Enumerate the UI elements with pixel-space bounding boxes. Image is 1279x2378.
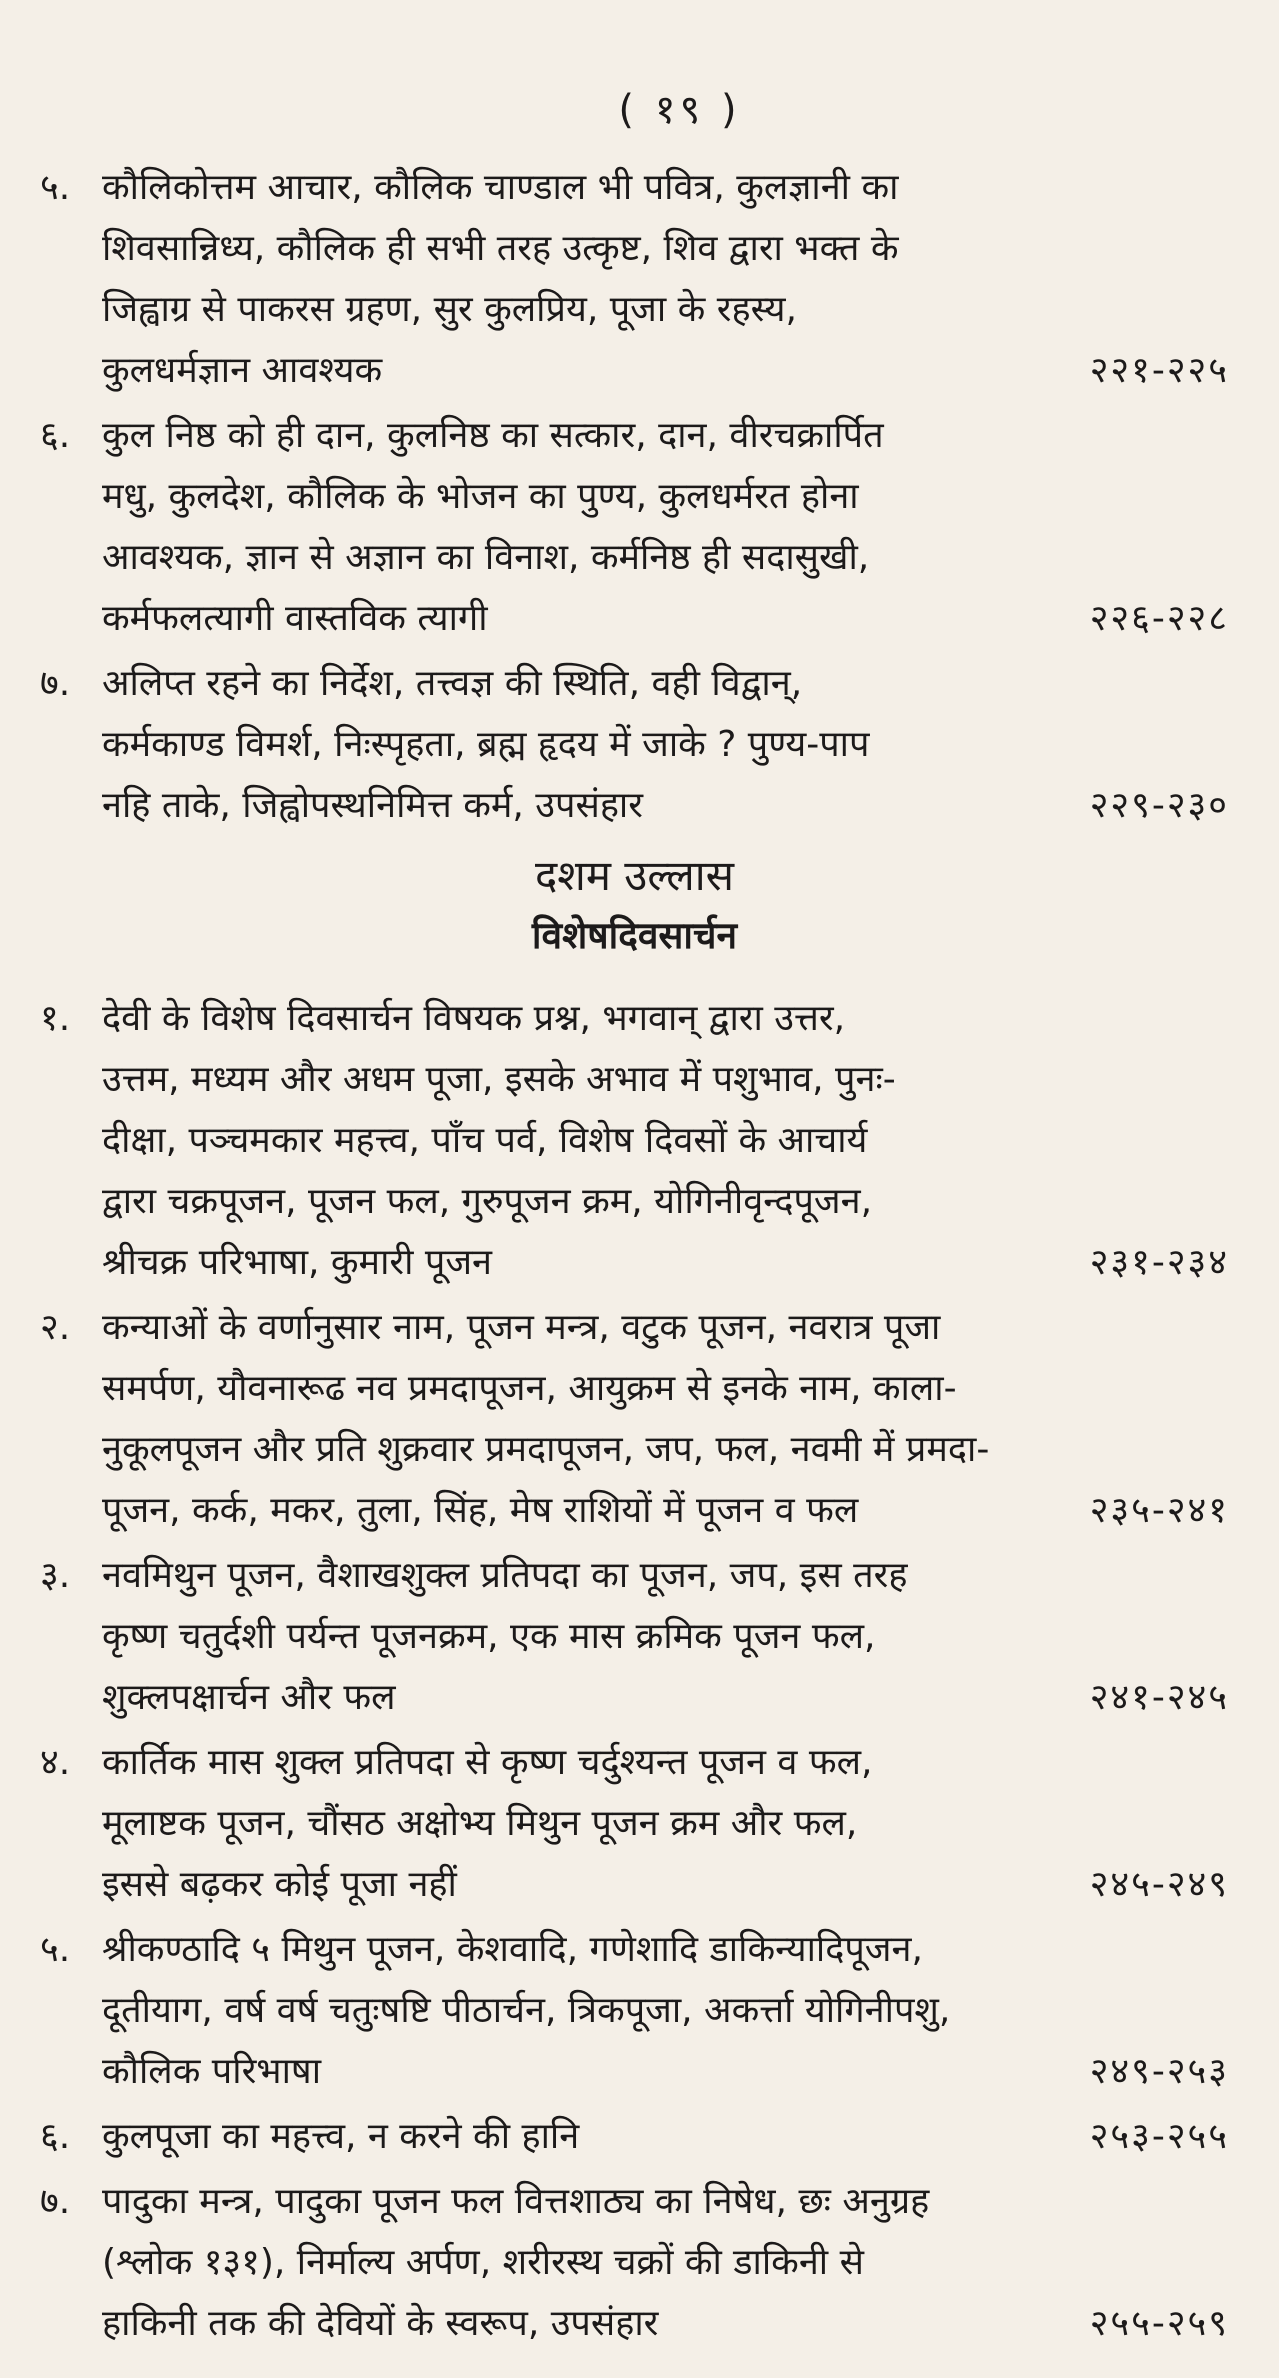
section-subtitle: विशेषदिवसार्चन — [531, 914, 738, 957]
entry-number: ७. — [40, 2181, 71, 2222]
page-range: २४९-२५३ — [1089, 2051, 1229, 2092]
entry-text — [102, 405, 1029, 649]
entry-number: ३. — [40, 1555, 71, 1596]
entry-line: नवमिथुन पूजन, वैशाखशुक्ल प्रतिपदा का पूजन, जप, इस तरह — [102, 1555, 908, 1596]
entry-text — [102, 1732, 1029, 1915]
entry-line: अलिप्त रहने का निर्देश, तत्त्वज्ञ की स्थिति, वही विद्वान्, — [102, 663, 803, 704]
entry-text — [102, 988, 1029, 1293]
toc-entry — [40, 405, 1229, 649]
page-range: २३१-२३४ — [1089, 1242, 1229, 1283]
toc-entry — [40, 1545, 1229, 1728]
toc-entry — [40, 1919, 1229, 2102]
entry-line: हाकिनी तक की देवियों के स्वरूप, उपसंहार — [102, 2303, 659, 2344]
toc-entry — [40, 157, 1229, 401]
toc-entry — [40, 1732, 1229, 1915]
page-number: ( १९ ) — [618, 87, 741, 133]
page-range: २४१-२४५ — [1089, 1677, 1229, 1718]
entry-line: शुक्लपक्षार्चन और फल — [102, 1677, 396, 1718]
page-range: २२६-२२८ — [1089, 598, 1229, 639]
toc-entry — [40, 653, 1229, 836]
entry-text — [102, 2106, 1029, 2167]
toc-entry — [40, 2106, 1229, 2167]
entry-line: समर्पण, यौवनारूढ नव प्रमदापूजन, आयुक्रम से इनके नाम, काला- — [102, 1368, 957, 1409]
entry-line: कर्मकाण्ड विमर्श, निःस्पृहता, ब्रह्म हृदय में जाके ? पुण्य-पाप — [102, 724, 870, 765]
entry-number: ६. — [40, 2116, 71, 2157]
entry-text — [102, 653, 1029, 836]
entry-line: श्रीचक्र परिभाषा, कुमारी पूजन — [102, 1242, 493, 1283]
entry-line: श्रीकण्ठादि ५ मिथुन पूजन, केशवादि, गणेशादि डाकिन्यादिपूजन, — [102, 1929, 923, 1970]
toc-section-2 — [40, 988, 1229, 2354]
entry-line: देवी के विशेष दिवसार्चन विषयक प्रश्न, भगवान् द्वारा उत्तर, — [102, 998, 846, 1039]
entry-line: कौलिकोत्तम आचार, कौलिक चाण्डाल भी पवित्र, कुलज्ञानी का — [102, 167, 899, 208]
entry-text — [102, 2171, 1029, 2354]
entry-line: कर्मफलत्यागी वास्तविक त्यागी — [102, 598, 488, 639]
entry-number: ४. — [40, 1742, 71, 1783]
entry-line: कुल निष्ठ को ही दान, कुलनिष्ठ का सत्कार, दान, वीरचक्रार्पित — [102, 415, 884, 456]
entry-line: इससे बढ़कर कोई पूजा नहीं — [102, 1864, 457, 1905]
entry-text — [102, 157, 1029, 401]
entry-line: उत्तम, मध्यम और अधम पूजा, इसके अभाव में पशुभाव, पुनः- — [102, 1059, 896, 1100]
entry-number: १. — [40, 998, 71, 1039]
entry-number: ६. — [40, 415, 71, 456]
entry-line: शिवसान्निध्य, कौलिक ही सभी तरह उत्कृष्ट, शिव द्वारा भक्त के — [102, 228, 899, 269]
entry-line: कन्याओं के वर्णानुसार नाम, पूजन मन्त्र, वटुक पूजन, नवरात्र पूजा — [102, 1307, 941, 1348]
toc-entry — [40, 1297, 1229, 1541]
page-range: २३५-२४१ — [1089, 1490, 1229, 1531]
entry-line: कृष्ण चतुर्दशी पर्यन्त पूजनक्रम, एक मास क्रमिक पूजन फल, — [102, 1616, 876, 1657]
entry-line: द्वारा चक्रपूजन, पूजन फल, गुरुपूजन क्रम, योगिनीवृन्दपूजन, — [102, 1181, 873, 1222]
entry-number: २. — [40, 1307, 71, 1348]
entry-text — [102, 1545, 1029, 1728]
entry-line: कुलपूजा का महत्त्व, न करने की हानि — [102, 2116, 580, 2157]
page-range: २४५-२४९ — [1089, 1864, 1229, 1905]
entry-line: पादुका मन्त्र, पादुका पूजन फल वित्तशाठ्य का निषेध, छः अनुग्रह — [102, 2181, 930, 2222]
page-range: २२१-२२५ — [1089, 350, 1229, 391]
entry-line: मूलाष्टक पूजन, चौंसठ अक्षोभ्य मिथुन पूजन क्रम और फल, — [102, 1803, 858, 1844]
entry-line: दीक्षा, पञ्चमकार महत्त्व, पाँच पर्व, विशेष दिवसों के आचार्य — [102, 1120, 868, 1161]
entry-text — [102, 1919, 1029, 2102]
entry-number: ७. — [40, 663, 71, 704]
entry-line: दूतीयाग, वर्ष वर्ष चतुःषष्टि पीठार्चन, त्रिकपूजा, अकर्त्ता योगिनीपशु, — [102, 1990, 951, 2031]
section-title: दशम उल्लास — [534, 851, 735, 900]
toc-entry — [40, 2171, 1229, 2354]
entry-line: कुलधर्मज्ञान आवश्यक — [102, 350, 383, 391]
entry-line: (श्लोक १३१), निर्माल्य अर्पण, शरीरस्थ चक्रों की डाकिनी से — [102, 2242, 864, 2283]
entry-number: ५. — [40, 167, 71, 208]
entry-line: आवश्यक, ज्ञान से अज्ञान का विनाश, कर्मनिष्ठ ही सदासुखी, — [102, 537, 870, 578]
page-range: २५३-२५५ — [1089, 2116, 1229, 2157]
entry-line: कार्तिक मास शुक्ल प्रतिपदा से कृष्ण चर्दुश्यन्त पूजन व फल, — [102, 1742, 873, 1783]
entry-line: नहि ताके, जिह्वोपस्थनिमित्त कर्म, उपसंहार — [102, 785, 643, 826]
page-range: २५५-२५९ — [1089, 2303, 1229, 2344]
entry-line: पूजन, कर्क, मकर, तुला, सिंह, मेष राशियों में पूजन व फल — [102, 1490, 859, 1531]
entry-line: जिह्वाग्र से पाकरस ग्रहण, सुर कुलप्रिय, पूजा के रहस्य, — [102, 289, 797, 330]
entry-line: मधु, कुलदेश, कौलिक के भोजन का पुण्य, कुलधर्मरत होना — [102, 476, 859, 517]
entry-number: ५. — [40, 1929, 71, 1970]
toc-entry — [40, 988, 1229, 1293]
entry-line: कौलिक परिभाषा — [102, 2051, 322, 2092]
entry-text — [102, 1297, 1029, 1541]
toc-section-1 — [40, 157, 1229, 836]
page-range: २२९-२३० — [1089, 785, 1229, 826]
entry-line: नुकूलपूजन और प्रति शुक्रवार प्रमदापूजन, जप, फल, नवमी में प्रमदा- — [102, 1429, 990, 1470]
